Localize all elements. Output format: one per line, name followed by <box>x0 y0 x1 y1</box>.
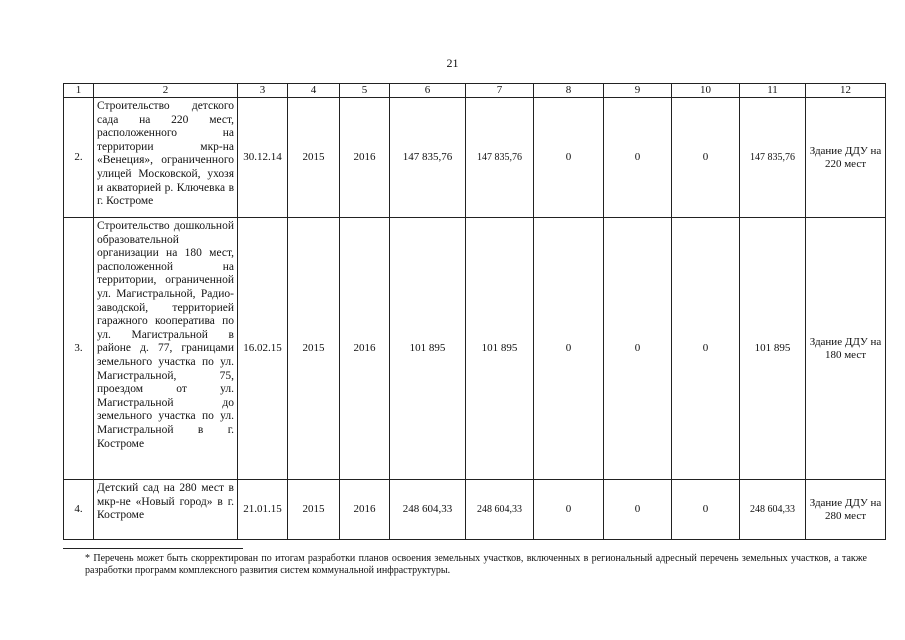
footnote: * Перечень может быть скорректирован по итогам разработки планов освоения земельных участков, включенных в региональный адресный перечень земельных участков, а также разработки программ комплексного развития систем коммунальной инфраструктуры. <box>85 553 867 576</box>
row-number: 2. <box>64 98 94 218</box>
end-year: 2016 <box>340 480 390 540</box>
cell-col7: 147 835,76 <box>466 98 534 218</box>
cell-col9: 0 <box>604 218 672 480</box>
cell-col8: 0 <box>534 98 604 218</box>
cell-col10: 0 <box>672 480 740 540</box>
cell-col10: 0 <box>672 98 740 218</box>
cell-col9: 0 <box>604 98 672 218</box>
row-date: 21.01.15 <box>238 480 288 540</box>
row-date: 30.12.14 <box>238 98 288 218</box>
column-header: 1 <box>64 84 94 98</box>
column-header: 5 <box>340 84 390 98</box>
object-name: Детский сад на 280 мест в мкр-не «Новый город» в г. Костроме <box>94 480 238 540</box>
result-cell: Здание ДДУ на 180 мест <box>806 218 886 480</box>
column-header: 7 <box>466 84 534 98</box>
start-year: 2015 <box>288 98 340 218</box>
column-header: 2 <box>94 84 238 98</box>
start-year: 2015 <box>288 480 340 540</box>
column-header: 9 <box>604 84 672 98</box>
cell-col8: 0 <box>534 480 604 540</box>
cell-col9: 0 <box>604 480 672 540</box>
result-cell: Здание ДДУ на 280 мест <box>806 480 886 540</box>
result-cell: Здание ДДУ на 220 мест <box>806 98 886 218</box>
object-name: Строительство детского сада на 220 мест, расположенного на территории мкр-на «Венеция», ограниченного улицей Московской, ухозя и акваторией р. Ключевка в г. Костроме <box>94 98 238 218</box>
object-name: Строительство дошкольной образовательной организации на 180 мест, расположенной на территории, ограниченной ул. Магистральной, Радио-заводской, территорией гаражного кооператива по ул. Магистральной в районе д. 77, границами земельного участка по ул. Магистральной, 75, проездом от ул. Магистральной до земельного участка по ул. Магистральной в г. Костроме <box>94 218 238 480</box>
column-header: 4 <box>288 84 340 98</box>
cell-col7: 101 895 <box>466 218 534 480</box>
cell-col7: 248 604,33 <box>466 480 534 540</box>
cell-col11: 248 604,33 <box>740 480 806 540</box>
end-year: 2016 <box>340 218 390 480</box>
row-number: 4. <box>64 480 94 540</box>
row-number: 3. <box>64 218 94 480</box>
column-header: 3 <box>238 84 288 98</box>
start-year: 2015 <box>288 218 340 480</box>
column-header: 10 <box>672 84 740 98</box>
header-row <box>64 84 886 98</box>
cell-col6: 101 895 <box>390 218 466 480</box>
column-header: 6 <box>390 84 466 98</box>
table-row <box>64 218 886 480</box>
cell-col10: 0 <box>672 218 740 480</box>
end-year: 2016 <box>340 98 390 218</box>
table-row <box>64 480 886 540</box>
cell-col6: 147 835,76 <box>390 98 466 218</box>
page-number: 21 <box>446 56 459 70</box>
objects-table <box>63 83 886 540</box>
cell-col6: 248 604,33 <box>390 480 466 540</box>
row-date: 16.02.15 <box>238 218 288 480</box>
table-row <box>64 98 886 218</box>
column-header: 8 <box>534 84 604 98</box>
cell-col8: 0 <box>534 218 604 480</box>
column-header: 12 <box>806 84 886 98</box>
footnote-divider <box>63 548 243 549</box>
cell-col11: 101 895 <box>740 218 806 480</box>
column-header: 11 <box>740 84 806 98</box>
cell-col11: 147 835,76 <box>740 98 806 218</box>
